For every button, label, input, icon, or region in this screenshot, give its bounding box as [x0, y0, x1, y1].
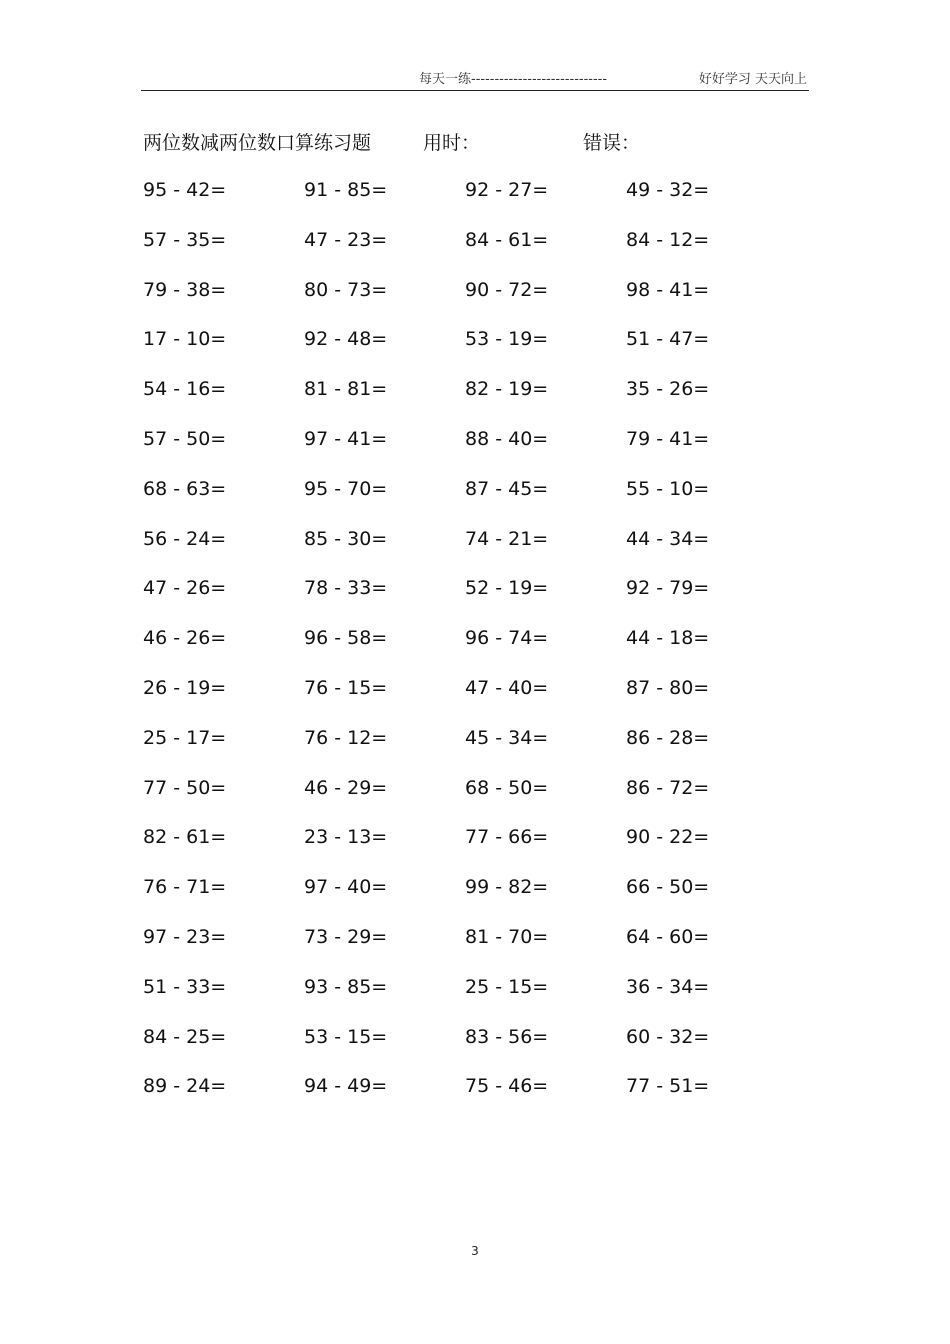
header-right-text: 好好学习 天天向上: [698, 72, 807, 87]
header-left-text: 每天一练-----------------------------: [419, 72, 608, 87]
problem-item: 74 - 21=: [465, 527, 549, 550]
problem-item: 77 - 66=: [465, 826, 549, 849]
problem-item: 82 - 61=: [143, 826, 227, 849]
problem-item: 97 - 23=: [143, 925, 227, 948]
problem-item: 26 - 19=: [143, 676, 227, 699]
problem-item: 76 - 12=: [304, 726, 388, 749]
problem-item: 53 - 15=: [304, 1025, 388, 1048]
problem-item: 35 - 26=: [626, 378, 710, 401]
problem-item: 47 - 26=: [143, 577, 227, 600]
problem-item: 86 - 28=: [626, 726, 710, 749]
problem-item: 51 - 47=: [626, 328, 710, 351]
problem-item: 68 - 63=: [143, 477, 227, 500]
problem-item: 92 - 27=: [465, 179, 549, 201]
problem-item: 47 - 40=: [465, 676, 549, 699]
problem-item: 85 - 30=: [304, 527, 388, 550]
problem-item: 25 - 15=: [465, 975, 549, 998]
problem-item: 66 - 50=: [626, 876, 710, 899]
problem-item: 84 - 61=: [465, 228, 549, 251]
problem-item: 73 - 29=: [304, 925, 388, 948]
problem-grid: [143, 175, 803, 1121]
problem-item: 78 - 33=: [304, 577, 388, 600]
page-header: [141, 64, 809, 91]
problem-item: 68 - 50=: [465, 776, 549, 799]
problem-item: 92 - 48=: [304, 328, 388, 351]
errors-label: 错误：: [583, 132, 641, 154]
title-row: [143, 128, 783, 158]
problem-item: 57 - 50=: [143, 427, 227, 450]
problem-item: 44 - 34=: [626, 527, 710, 550]
problem-item: 81 - 81=: [304, 378, 388, 401]
problem-item: 93 - 85=: [304, 975, 388, 998]
problem-item: 60 - 32=: [626, 1025, 710, 1048]
problem-item: 87 - 45=: [465, 477, 549, 500]
problem-item: 75 - 46=: [465, 1075, 549, 1098]
problem-item: 53 - 19=: [465, 328, 549, 351]
problem-item: 89 - 24=: [143, 1075, 227, 1098]
problem-item: 97 - 40=: [304, 876, 388, 899]
problem-item: 46 - 26=: [143, 627, 227, 650]
problem-item: 96 - 74=: [465, 627, 549, 650]
problem-item: 79 - 41=: [626, 427, 710, 450]
problem-item: 76 - 15=: [304, 676, 388, 699]
problem-item: 88 - 40=: [465, 427, 549, 450]
problem-item: 25 - 17=: [143, 726, 227, 749]
problem-item: 87 - 80=: [626, 676, 710, 699]
problem-item: 94 - 49=: [304, 1075, 388, 1098]
problem-item: 99 - 82=: [465, 876, 549, 899]
problem-item: 57 - 35=: [143, 228, 227, 251]
problem-item: 90 - 72=: [465, 278, 549, 301]
worksheet-title: 两位数减两位数口算练习题: [143, 132, 372, 154]
page-number: 3: [471, 1244, 479, 1258]
problem-item: 92 - 79=: [626, 577, 710, 600]
problem-item: 49 - 32=: [626, 179, 710, 201]
problem-item: 36 - 34=: [626, 975, 710, 998]
problem-item: 45 - 34=: [465, 726, 549, 749]
problem-item: 23 - 13=: [304, 826, 388, 849]
time-label: 用时：: [423, 132, 481, 154]
problem-item: 91 - 85=: [304, 179, 388, 201]
problem-item: 84 - 25=: [143, 1025, 227, 1048]
problem-item: 97 - 41=: [304, 427, 388, 450]
problem-item: 52 - 19=: [465, 577, 549, 600]
problem-item: 55 - 10=: [626, 477, 710, 500]
problem-item: 54 - 16=: [143, 378, 227, 401]
problem-item: 51 - 33=: [143, 975, 227, 998]
problem-item: 17 - 10=: [143, 328, 227, 351]
problem-item: 47 - 23=: [304, 228, 388, 251]
problem-item: 83 - 56=: [465, 1025, 549, 1048]
problem-item: 81 - 70=: [465, 925, 549, 948]
problem-item: 86 - 72=: [626, 776, 710, 799]
problem-item: 56 - 24=: [143, 527, 227, 550]
problem-item: 90 - 22=: [626, 826, 710, 849]
problem-item: 82 - 19=: [465, 378, 549, 401]
problem-item: 46 - 29=: [304, 776, 388, 799]
problem-item: 76 - 71=: [143, 876, 227, 899]
problem-item: 98 - 41=: [626, 278, 710, 301]
problem-item: 44 - 18=: [626, 627, 710, 650]
problem-item: 77 - 51=: [626, 1075, 710, 1098]
problem-item: 79 - 38=: [143, 278, 227, 301]
problem-item: 84 - 12=: [626, 228, 710, 251]
problem-item: 96 - 58=: [304, 627, 388, 650]
problem-item: 77 - 50=: [143, 776, 227, 799]
problem-item: 64 - 60=: [626, 925, 710, 948]
problem-item: 95 - 70=: [304, 477, 388, 500]
problem-item: 80 - 73=: [304, 278, 388, 301]
problem-item: 95 - 42=: [143, 179, 227, 201]
